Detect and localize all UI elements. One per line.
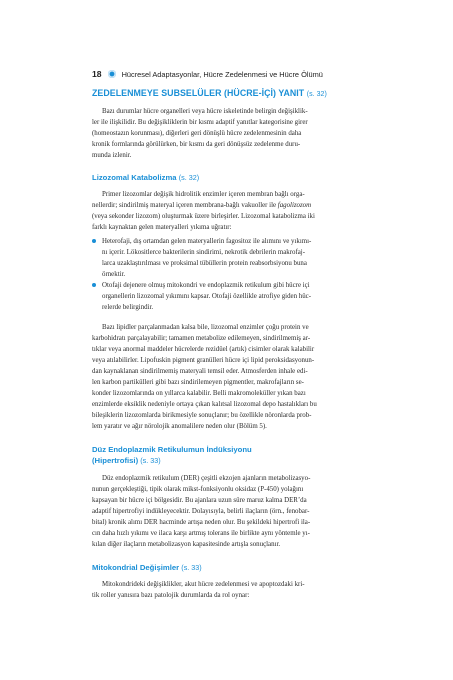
text-line: Mitokondrideki değişiklikler, akut hücre zedelenmesi ve apoptozdaki kri- [102, 581, 305, 588]
text-line: Bazı lipidler parçalanmadan kalsa bile, lizozomal enzimler çoğu protein ve [102, 324, 309, 331]
text-line: tik roller yanısıra bazı patolojik durumlarda da rol oynar: [92, 592, 250, 600]
text-line: Primer lizozomlar değişik hidrolitik enzimler içeren membran bağlı orga- [102, 191, 305, 198]
text-line: konder lizozomlarında on yıllarca kalabilir. Belli makromoleküller yıkan bazı [92, 390, 306, 398]
running-head [92, 68, 323, 80]
heading-ser-line1: Düz Endoplazmik Retikulumun İndüksiyonu [92, 445, 252, 454]
heading-ser-ref: (s. 33) [140, 456, 161, 465]
text-line: len karbon partikülleri gibi bazı sindirilemeyen pigmentler, makrofajların se- [92, 379, 304, 387]
text-line: (homeostazın korunması), diğerleri geri dönüşlü hücre zedelenmesinin daha [92, 130, 302, 138]
text-line: nunun gerçekleştiği, tipik olarak mikst-fonksiyonlu oksidaz (P-450) yolağını [92, 486, 304, 494]
text-line: veya atılabilirler. Lipofuskin pigment granülleri hücre içi lipid peroksidasyonun- [92, 357, 315, 365]
text-line: ler ile ilişkilidir. Bu değişikliklerin bir kısmı adaptif yanıtlar kategorisine girer [92, 119, 308, 127]
text-line: farklı kaynaktan gelen materyalleri yıkıma uğratır: [92, 224, 232, 232]
text-line: Bazı durumlar hücre organelleri veya hücre iskeletinde belirgin değişiklik- [102, 108, 308, 115]
heading-ser-line2: (Hipertrofisi) [92, 456, 139, 465]
text-line: tıklar veya anormal maddeler hücrelerde rezidüel (artık) cisimler olarak kalabilir [92, 346, 315, 354]
text-line: nı içerir. Lökositlerce bakterilerin sindirimi, nekrotik debrilerin makrofaj- [102, 249, 306, 257]
text-line: relerde belirgindir. [102, 304, 154, 312]
text-line: Düz endoplazmik retikulum (DER) çeşitli ekzojen ajanların metabolizasyo- [102, 475, 311, 482]
mito-paragraph [92, 579, 369, 601]
list-item-autophagy [92, 280, 369, 313]
text-line: kapsayan bir hücre içi bölgesidir. Bu ajanlara uzun süre maruz kalma DER’da [92, 497, 307, 505]
bullet-icon [92, 239, 96, 243]
page-number: 18 [92, 69, 102, 79]
text-line: bileşiklerin lizozomlarda birikmesiyle sonuçlanır; bu özellikle nöronlarda prob- [92, 412, 312, 420]
text-line: munda izlenir. [92, 152, 132, 160]
heading-mitochondrial-text: Mitokondrial Değişimler [92, 563, 180, 572]
lysosomal-paragraph-1 [92, 189, 369, 233]
list-item-heterophagy [92, 236, 369, 280]
intro-paragraph [92, 106, 369, 161]
heading-ser [92, 444, 252, 466]
lysosomal-paragraph-2 [92, 322, 369, 432]
heading-lysosomal [92, 172, 199, 183]
chapter-title: Hücresel Adaptasyonlar, Hücre Zedelenmesi ve Hücre Ölümü [121, 69, 323, 79]
heading-mitochondrial [92, 562, 202, 573]
text-line: adaptif hipertrofiyi indükleyecektir. Dolayısıyla, belirli ilaçların (örn., fenobar- [92, 508, 310, 516]
text-line: enzimlerde eksiklik nedeniyle ortaya çıkan kalıtsal lizozomal depo hastalıkları bu [92, 401, 317, 409]
text-line: Otofaji dejenere olmuş mitokondri ve endoplazmik retikulum gibi hücre içi [102, 282, 310, 290]
text-line: örnektir. [102, 271, 126, 279]
bullet-icon [92, 283, 96, 287]
text-line: dan kaynaklanan sindirilmemiş materyali temsil eder. Atmosferden inhale edi- [92, 368, 308, 376]
text-line: kılan diğer ilaçların metabolizasyon kapasitesinde artışla sonuçlanır. [92, 541, 281, 549]
blue-disc-icon [108, 70, 116, 78]
section-title-text: ZEDELENMEYE SUBSELÜLER (HÜCRE-İÇİ) YANIT [92, 88, 305, 99]
heading-lysosomal-text: Lizozomal Katabolizma [92, 173, 177, 182]
heading-mitochondrial-ref: (s. 33) [181, 563, 202, 572]
text-line: bital) kronik alımı DER hacminde artışa neden olur. Bu şekildeki hipertrofi ila- [92, 519, 311, 527]
section-title [92, 88, 327, 99]
text-line: Heterofaji, dış ortamdan gelen materyallerin fagositoz ile alımını ve yıkımı- [102, 238, 312, 245]
text-line: karbohidratı parçalayabilir; tamamen metabolize edilemeyen, sindirilmemiş ar- [92, 335, 311, 343]
text-line: nellerdir; sindirilmiş materyal içeren membrana-bağlı vakuoller ile fagolizozom [92, 202, 312, 210]
text-line: larca uzaklaştırılması ve proksimal tübüllerin protein reabsorbsiyonu buna [102, 260, 307, 268]
ser-paragraph [92, 473, 369, 550]
text-line: (veya sekonder lizozom) oluşturmak üzere birleşirler. Lizozomal katabolizma iki [92, 213, 315, 221]
text-line: organellerin lizozomal yıkımını kapsar. Otofaji özellikle atrofiye giden hüc- [102, 293, 312, 301]
text-line: kronik formlarında görülürken, bir kısmı da geri dönüşsüz zedelenme duru- [92, 141, 301, 149]
heading-lysosomal-ref: (s. 32) [178, 173, 200, 182]
text-line: lem yaratır ve ağır nörolojik anomalilere neden olur (Bölüm 5). [92, 423, 267, 431]
section-title-ref: (s. 32) [306, 89, 327, 98]
text-line: cın daha hızlı yıkımı ve ilaca karşı artmış tolerans ile birlikte aynı yöntemle yı- [92, 530, 310, 538]
bullet-list [92, 236, 369, 313]
